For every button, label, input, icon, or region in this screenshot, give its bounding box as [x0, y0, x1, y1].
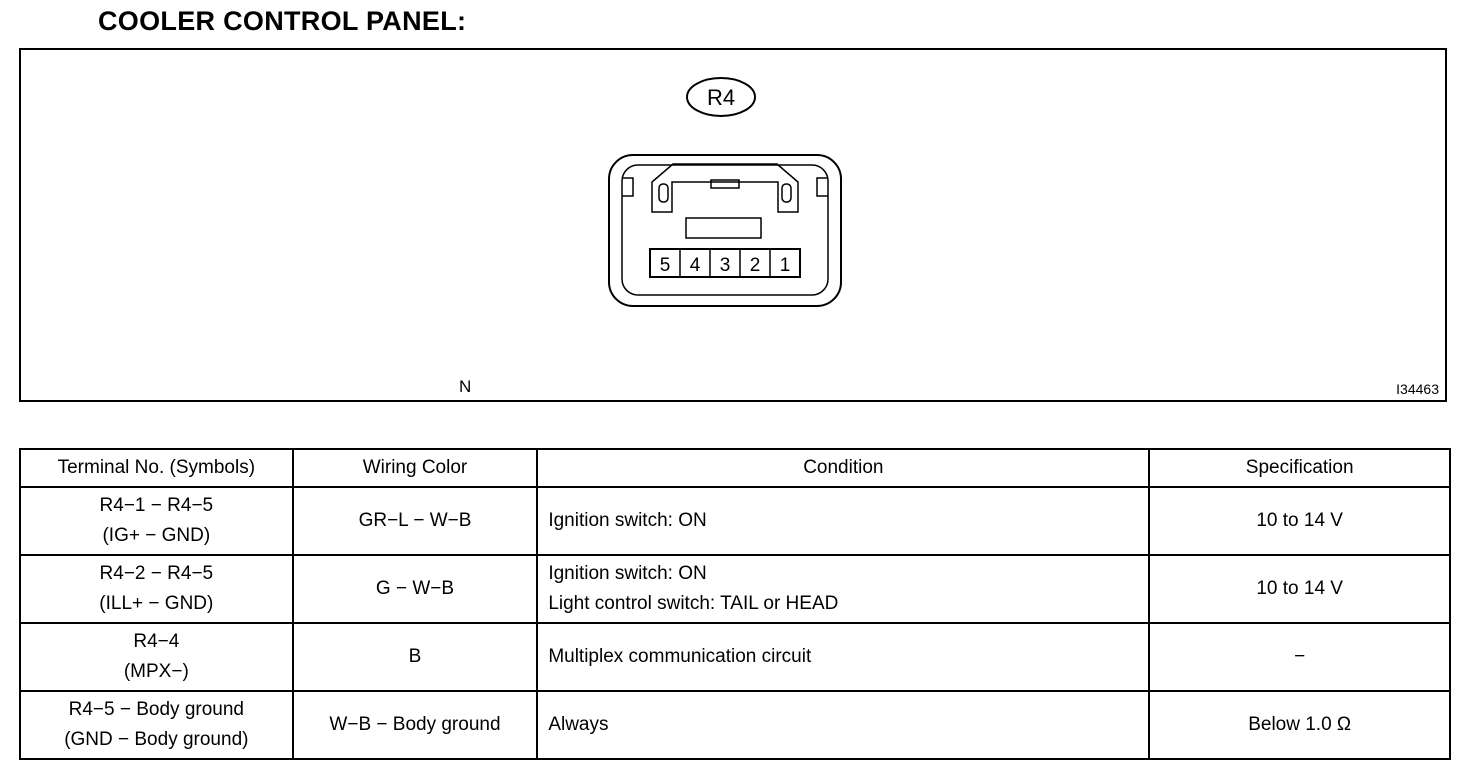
pin-1: 1: [779, 255, 791, 276]
pin-5: 5: [659, 255, 671, 276]
header-specification: Specification: [1149, 449, 1450, 487]
terminal-symbols: (IG+ − GND): [102, 525, 211, 546]
condition-line: Ignition switch: ON: [548, 510, 707, 531]
condition-cell: [537, 555, 1149, 623]
condition-line: Always: [548, 714, 609, 735]
condition-line: Ignition switch: ON: [548, 563, 707, 584]
terminal-cell: [20, 555, 293, 623]
header-wiring: Wiring Color: [293, 449, 538, 487]
spec-cell: 10 to 14 V: [1149, 555, 1450, 623]
table-row: [20, 691, 1450, 759]
connector-key: [686, 218, 761, 238]
connector-drawing: [21, 50, 1449, 404]
terminal-spec-table: [19, 448, 1451, 760]
latch-slot-left: [659, 184, 668, 202]
terminal-symbols: (GND − Body ground): [64, 729, 249, 750]
connector-label: R4: [706, 85, 736, 110]
terminal-pins: R4−2 − R4−5: [99, 563, 214, 584]
page-title: COOLER CONTROL PANEL:: [98, 6, 467, 36]
table-row: [20, 487, 1450, 555]
terminal-cell: [20, 623, 293, 691]
condition-cell: [537, 691, 1149, 759]
wiring-cell: G − W−B: [293, 555, 538, 623]
table-header-row: [20, 449, 1450, 487]
table-row: [20, 555, 1450, 623]
connector-diagram: [19, 48, 1447, 402]
header-condition: Condition: [537, 449, 1149, 487]
condition-line: Light control switch: TAIL or HEAD: [548, 593, 839, 614]
pin-4: 4: [689, 255, 701, 276]
spec-cell: Below 1.0 Ω: [1149, 691, 1450, 759]
pin-2: 2: [749, 255, 761, 276]
terminal-symbols: (ILL+ − GND): [99, 593, 214, 614]
latch-slot-right: [782, 184, 791, 202]
terminal-symbols: (MPX−): [123, 661, 189, 682]
spec-cell: 10 to 14 V: [1149, 487, 1450, 555]
header-terminal: Terminal No. (Symbols): [20, 449, 293, 487]
wiring-cell: GR−L − W−B: [293, 487, 538, 555]
table-row: [20, 623, 1450, 691]
latch-tab: [711, 180, 739, 188]
condition-line: Multiplex communication circuit: [548, 646, 812, 667]
wiring-cell: W−B − Body ground: [293, 691, 538, 759]
terminal-cell: [20, 691, 293, 759]
condition-cell: [537, 623, 1149, 691]
terminal-pins: R4−1 − R4−5: [99, 495, 214, 516]
wiring-cell: B: [293, 623, 538, 691]
right-notch: [817, 178, 828, 196]
diagram-note: N: [459, 377, 472, 396]
terminal-pins: R4−4: [133, 631, 180, 652]
condition-cell: [537, 487, 1149, 555]
pin-3: 3: [719, 255, 731, 276]
terminal-pins: R4−5 − Body ground: [68, 699, 244, 720]
left-notch: [622, 178, 633, 196]
terminal-cell: [20, 487, 293, 555]
figure-id: I34463: [1396, 381, 1439, 397]
connector-housing-outer: [609, 155, 841, 306]
spec-cell: −: [1149, 623, 1450, 691]
